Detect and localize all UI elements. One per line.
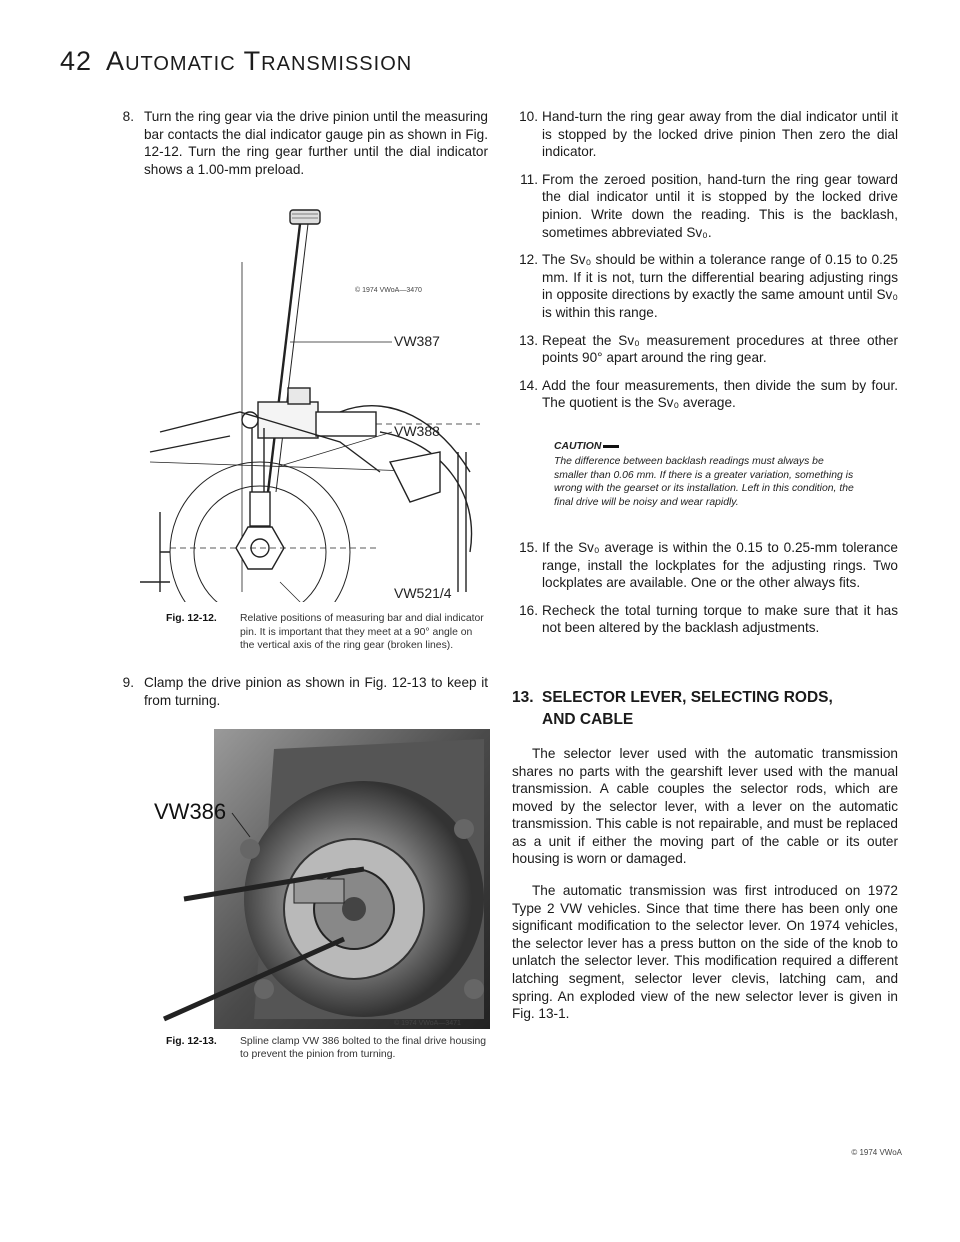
step-11: 11. From the zeroed position, hand-turn the ring gear toward the dial indicator until it is stopped by the locked drive pinion. Write down the reading. This is the backlash, sometimes abbreviated Sv₀. (520, 171, 898, 240)
step-14: 14. Add the four measurements, then divide the sum by four. The quotient is the Sv₀ average. (519, 377, 898, 411)
label-vw386: VW386 (154, 799, 227, 825)
page-number: 42 (60, 46, 93, 76)
figure-caption: Fig. 12-13. Spline clamp VW 386 bolted to the final drive housing to prevent the pinion from turning. (166, 1036, 487, 1061)
section-heading: 13. SELECTOR LEVER, SELECTING RODS, AND CABLE (512, 688, 833, 728)
step-8: 8. Turn the ring gear via the drive pinion until the measuring bar contacts the dial indicator gauge pin as shown in Fig. 12-12. Turn the ring gear further until the dial indicator shows a 1.00-mm preload. (122, 109, 488, 177)
paragraph: The selector lever used with the automatic transmission shares no parts with the gearshift lever used with the manual transmission. A cable couples the selector rods, which are moved by the selector lever, with a lever on the automatic transmission. This cable is not repairable, and must be replaced as a unit if either the moving part of the cable or its outer housing is worn or damaged. (512, 745, 898, 867)
spline-clamp-photo (154, 729, 490, 1029)
right-column (512, 108, 898, 1023)
step-9: 9. Clamp the drive pinion as shown in Fig. 12-13 to keep it from turning. (122, 674, 488, 708)
fig2-copyright: © 1974 VWoA—3471 (394, 1020, 461, 1028)
label-vw388: VW388 (394, 423, 440, 440)
caution-text: The difference between backlash readings must always be smaller than 0.06 mm. If there is a greater variation, something is wrong with the gearset or its installation. Left in this condition, the final drive will be noisy and wear rapidly. (554, 456, 854, 508)
figure-caption: Fig. 12-12. Relative positions of measuring bar and dial indicator pin. It is important that they meet at a 90° angle on the vertical axis of the ring gear (broken lines). (166, 613, 484, 651)
step-16: 16. Recheck the total turning torque to make sure that it has not been altered by the backlash adjustments. (519, 602, 898, 636)
page-header: 42 AUTOMATIC TRANSMISSION (60, 46, 413, 76)
measuring-bar-diagram (140, 192, 500, 602)
label-vw387: VW387 (394, 333, 440, 350)
fig1-copyright: © 1974 VWoA—3470 (355, 287, 422, 295)
step-15: 15. If the Sv₀ average is within the 0.15 to 0.25-mm tolerance range, install the lockplates for the adjusting rings. Two lockplates are available. One or the other always fits. (519, 539, 898, 591)
left-column (114, 108, 488, 1062)
step-12: 12. The Sv₀ should be within a tolerance range of 0.15 to 0.25 mm. If it is not, turn the differential bearing adjusting rings in opposite directions by exactly the same amount until Sv₀ is within this range. (519, 252, 898, 320)
caution-box (554, 440, 854, 509)
step-13: 13. Repeat the Sv₀ measurement procedures at three other points 90° apart around the ring gear. (519, 332, 898, 366)
step-10: 10. Hand-turn the ring gear away from the dial indicator until it is stopped by the locked drive pinion Then zero the dial indicator. (519, 109, 898, 160)
label-vw521-4: VW521/4 (394, 585, 452, 602)
figure-12-12 (140, 192, 500, 602)
paragraph: The automatic transmission was first introduced on 1972 Type 2 VW vehicles. Since that time there has been only one significant modification to the selector lever. On 1974 vehicles, the selector lever has a press button on the side of the knob to unlatch the selector lever. This modification required a different latching segment, selector lever clevis, latching cam, and spring. An exploded view of the new selector lever is given in Fig. 13-1. (512, 883, 898, 1022)
caution-title: CAUTION (554, 440, 619, 453)
page-copyright: © 1974 VWoA (851, 1148, 902, 1157)
figure-12-13 (154, 729, 490, 1029)
